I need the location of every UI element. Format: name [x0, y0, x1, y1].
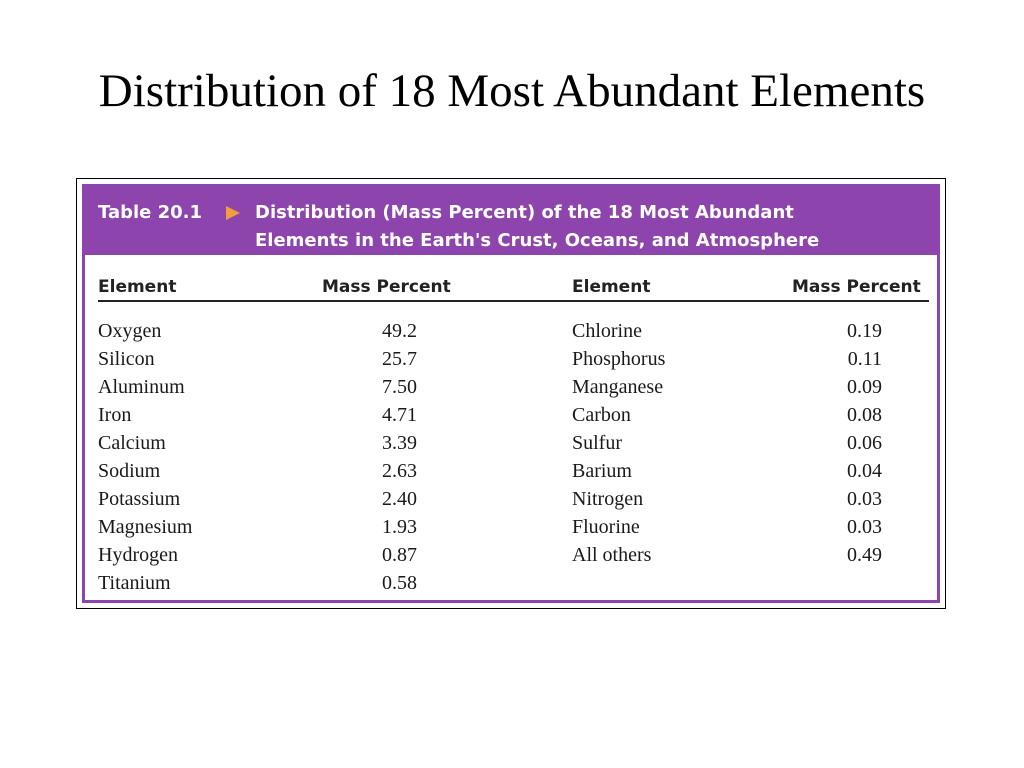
mass-percent-cell: 0.58: [382, 572, 417, 594]
mass-percent-cell: 0.03: [847, 516, 882, 538]
data-table: [82, 184, 940, 603]
element-name-cell: Magnesium: [98, 516, 193, 538]
mass-percent-cell: 0.08: [847, 404, 882, 426]
element-name-cell: Iron: [98, 404, 132, 426]
mass-percent-cell: 1.93: [382, 516, 417, 538]
element-name-cell: Potassium: [98, 488, 181, 510]
arrow-right-icon: [226, 206, 240, 220]
right-mass-column: [820, 317, 882, 569]
page-title: Distribution of 18 Most Abundant Elements: [98, 65, 926, 117]
table-caption-line-2: Elements in the Earth's Crust, Oceans, and Atmosphere: [255, 230, 820, 251]
column-header-mass-right: Mass Percent: [792, 277, 921, 297]
element-name-cell: Calcium: [98, 432, 166, 454]
mass-percent-cell: 7.50: [382, 376, 417, 398]
element-name-cell: Sulfur: [572, 432, 622, 454]
element-name-cell: Barium: [572, 460, 632, 482]
mass-percent-cell: 4.71: [382, 404, 417, 426]
element-name-cell: Silicon: [98, 348, 155, 370]
element-name-cell: Hydrogen: [98, 544, 178, 566]
left-element-column: [98, 317, 298, 597]
table-caption: [255, 199, 925, 255]
element-name-cell: Phosphorus: [572, 348, 666, 370]
table-caption-line-1: Distribution (Mass Percent) of the 18 Most Abundant: [255, 202, 794, 223]
element-name-cell: Titanium: [98, 572, 171, 594]
element-name-cell: Fluorine: [572, 516, 640, 538]
mass-percent-cell: 0.09: [847, 376, 882, 398]
right-element-column: [572, 317, 772, 569]
header-divider: [98, 300, 929, 302]
table-number-label: Table 20.1: [98, 202, 203, 223]
mass-percent-cell: 49.2: [382, 320, 417, 342]
mass-percent-cell: 0.19: [847, 320, 882, 342]
element-name-cell: All others: [572, 544, 652, 566]
mass-percent-cell: 0.11: [847, 348, 882, 370]
mass-percent-cell: 3.39: [382, 432, 417, 454]
element-name-cell: Chlorine: [572, 320, 642, 342]
element-name-cell: Carbon: [572, 404, 631, 426]
column-header-element-left: Element: [98, 277, 177, 297]
table-header-band: [85, 187, 937, 255]
column-header-element-right: Element: [572, 277, 651, 297]
table-figure-frame: [76, 178, 946, 609]
mass-percent-cell: 0.03: [847, 488, 882, 510]
element-name-cell: Manganese: [572, 376, 664, 398]
mass-percent-cell: 0.04: [847, 460, 882, 482]
element-name-cell: Nitrogen: [572, 488, 644, 510]
mass-percent-cell: 2.63: [382, 460, 417, 482]
mass-percent-cell: 0.87: [382, 544, 417, 566]
mass-percent-cell: 25.7: [382, 348, 417, 370]
column-header-mass-left: Mass Percent: [322, 277, 451, 297]
element-name-cell: Sodium: [98, 460, 161, 482]
mass-percent-cell: 0.06: [847, 432, 882, 454]
mass-percent-cell: 0.49: [847, 544, 882, 566]
left-mass-column: [355, 317, 417, 597]
element-name-cell: Oxygen: [98, 320, 162, 342]
element-name-cell: Aluminum: [98, 376, 185, 398]
mass-percent-cell: 2.40: [382, 488, 417, 510]
